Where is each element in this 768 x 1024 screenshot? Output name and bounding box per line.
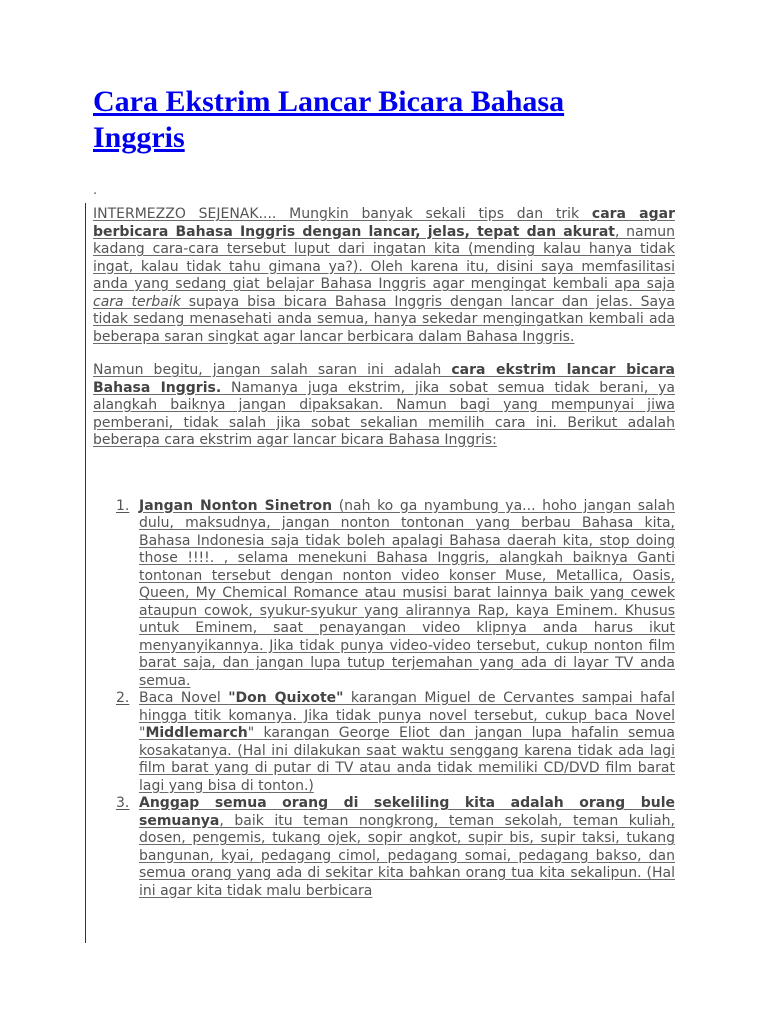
tips-list xyxy=(93,498,675,901)
list-item-bold: "Don Quixote" xyxy=(228,690,344,706)
article-title-link[interactable]: Cara Ekstrim Lancar Bicara Bahasa Inggris xyxy=(93,85,565,154)
list-item-text: karangan Miguel de Cervantes sampai hafal hingga titik komanya. Jika tidak punya novel tersebut, cukup baca Novel " xyxy=(139,690,676,741)
intro-italic-phrase: cara terbaik xyxy=(93,293,181,310)
second-text-c: Namanya juga ekstrim, jika sobat semua tidak berani, ya alangkah baiknya jangan dipaksakan. Namun bagi yang mempunyai jiwa pemberani, tidak salah jika sobat sekalian memilih cara ini. Berikut adalah beberapa cara ekstrim agar lancar bicara Bahasa Inggris: xyxy=(93,379,676,448)
list-item-bold: Middlemarch xyxy=(145,725,248,741)
list-item xyxy=(93,690,675,795)
intro-text-e: supaya bisa bicara Bahasa Inggris dengan lancar dan jelas. Saya tidak sedang menasehati anda semua, hanya sekedar mengingatkan kembali ada beberapa saran singkat agar lancar berbicara dalam Bahasa Inggris. xyxy=(93,293,675,345)
intro-text-a: INTERMEZZO SEJENAK.... Mungkin banyak sekali tips dan trik xyxy=(93,206,592,222)
list-item-number: 3. xyxy=(116,795,130,811)
separator-dot: . xyxy=(93,183,98,198)
list-item-text: , baik itu teman nongkrong, teman sekolah, teman kuliah, dosen, pengemis, tukang ojek, sopir angkot, supir bis, supir taksi, tukang bangunan, kyai, pedagang cimol, pedagang somai, pedagang bakso, dan semua orang yang ada di sekitar kita bahkan orang tua kita sekalipun. (Hal ini agar kita tidak malu berbicara xyxy=(139,812,675,899)
second-text-a: Namun begitu, jangan salah saran ini adalah xyxy=(93,362,452,378)
intro-text-c: , namun kadang cara-cara tersebut luput dari ingatan kita (mending kalau hanya tidak ingat, kalau tidak tahu gimana ya?). Oleh karena itu, disini saya memfasilitasi anda yang sedang giat belajar Bahasa Inggris agar mengingat kembali apa saja xyxy=(93,223,675,292)
list-item-number: 1. xyxy=(116,497,130,514)
article-body xyxy=(93,206,675,900)
intro-paragraph xyxy=(93,206,675,346)
intro-bold-phrase: cara agar berbicara Bahasa Inggris dengan lancar, jelas, tepat dan akurat xyxy=(93,206,675,240)
left-rule-line xyxy=(85,203,86,943)
second-paragraph xyxy=(93,362,675,450)
list-item-bold: Jangan Nonton Sinetron xyxy=(139,497,333,514)
list-item-text: Baca Novel xyxy=(139,690,229,706)
list-item-bold: Anggap semua orang di sekeliling kita adalah orang bule semuanya xyxy=(139,795,675,829)
list-item xyxy=(93,498,675,691)
list-item-number: 2. xyxy=(116,690,130,706)
list-item-text: (nah ko ga nyambung ya... hoho jangan salah dulu, maksudnya, jangan nonton tontonan yang berbau Bahasa kita, Bahasa Indonesia saja tidak boleh apalagi Bahasa daerah kita, stop doing those !!!!. , selama menekuni Bahasa Inggris, alangkah baiknya Ganti tontonan tersebut dengan nonton video konser Muse, Metallica, Oasis, Queen, My Chemical Romance atau musisi barat lainnya baik yang cewek ataupun cowok, syukur-syukur yang alirannya Rap, kaya Eminem. Khusus untuk Eminem, saat penayangan video klipnya anda harus ikut menyanyikannya. Jika tidak punya video-video tersebut, cukup nonton film barat saja, dan jangan lupa tutup terjemahan yang ada di layar TV anda semua. xyxy=(139,497,675,689)
second-bold-phrase: cara ekstrim lancar bicara Bahasa Inggris. xyxy=(93,362,675,396)
list-item xyxy=(93,795,675,900)
list-item-text: " karangan George Eliot dan jangan lupa hafalin semua kosakatanya. (Hal ini dilakukan saat waktu senggang karena tidak ada lagi film barat yang di putar di TV atau anda tidak memiliki CD/DVD film barat lagi yang bisa di tonton.) xyxy=(139,725,675,794)
